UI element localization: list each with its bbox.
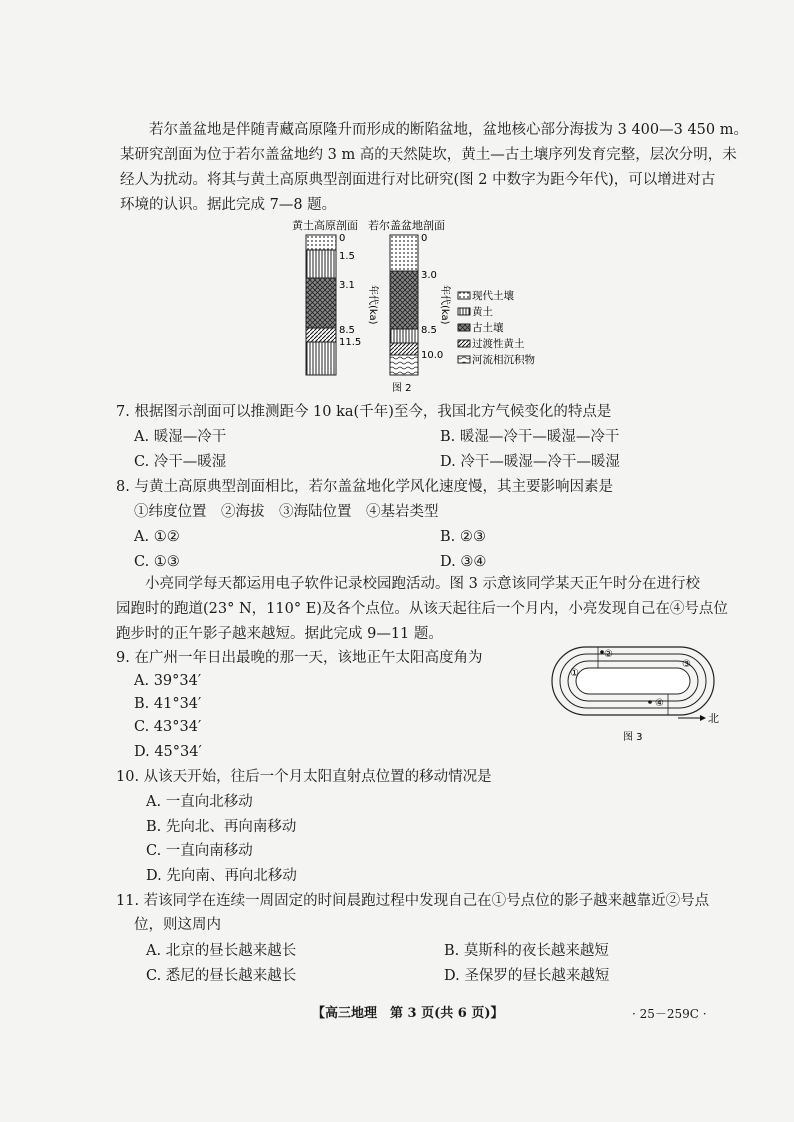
zoige-basin-column [390, 235, 418, 375]
marker-4: ④ [655, 698, 664, 709]
q10-option-c: C. 一直向南移动 [146, 843, 253, 859]
q10-stem: 10. 从该天开始，往后一个月太阳直射点位置的移动情况是 [116, 769, 492, 785]
intro-line-1: 若尔盖盆地是伴随青藏高原隆升而形成的断陷盆地，盆地核心部分海拔为 3 400—3 450 m。 [120, 122, 748, 138]
footer-page-info: 【高三地理 第 3 页(共 6 页)】 [312, 1006, 504, 1021]
q9-stem: 9. 在广州一年日出最晚的那一天，该地正午太阳高度角为 [116, 650, 483, 666]
intro-line-4: 环境的认识。据此完成 7—8 题。 [120, 197, 337, 213]
legend-label-1: 黄土 [472, 306, 493, 318]
right-tick-2: 8.5 [421, 325, 437, 336]
q7-option-d: D. 冷干—暖湿—冷干—暖湿 [440, 454, 620, 470]
legend-label-3: 过渡性黄土 [472, 338, 525, 350]
intro-line-2: 某研究剖面为位于若尔盖盆地约 3 m 高的天然陡坎，黄土—古土壤序列发育完整，层次分明，未 [120, 147, 737, 163]
figure-3 [540, 643, 730, 743]
q8-option-a: A. ①② [134, 529, 180, 545]
q7-option-c: C. 冷干—暖湿 [134, 454, 227, 470]
right-tick-1: 3.0 [421, 270, 437, 281]
left-tick-4: 11.5 [339, 337, 362, 348]
q9-option-b: B. 41°34′ [134, 696, 202, 712]
q11-option-b: B. 莫斯科的夜长越来越短 [444, 943, 609, 959]
marker-1: ① [570, 668, 579, 679]
fig2-caption: 图 2 [392, 383, 412, 394]
north-label: 北 [708, 712, 719, 725]
q10-option-a: A. 一直向北移动 [146, 794, 253, 810]
intro2-line-3: 跑步时的正午影子越来越短。据此完成 9—11 题。 [116, 626, 443, 642]
q11-option-a: A. 北京的昼长越来越长 [146, 943, 297, 959]
legend [458, 289, 535, 366]
left-tick-2: 3.1 [339, 280, 355, 291]
q8-option-d: D. ③④ [440, 554, 487, 570]
footer-code: · 25－259C · [632, 1007, 707, 1021]
q7-option-a: A. 暖湿—冷干 [134, 429, 227, 445]
intro-line-3: 经人为扰动。将其与黄土高原典型剖面进行对比研究(图 2 中数字为距今年代)，可以增进对古 [120, 172, 716, 188]
right-tick-3: 10.0 [421, 350, 444, 361]
left-tick-1: 1.5 [339, 251, 355, 262]
axis-label-right: 年代(ka) [439, 285, 450, 325]
fig2-title-left: 黄土高原剖面 [292, 219, 358, 232]
q11-option-c: C. 悉尼的昼长越来越长 [146, 968, 297, 984]
q8-option-c: C. ①③ [134, 554, 180, 570]
track-field [576, 668, 690, 694]
right-tick-0: 0 [421, 233, 428, 244]
intro2-line-2: 园跑时的跑道(23° N，110° E)及各个点位。从该天起往后一个月内，小亮发现自己在④号点位 [116, 601, 728, 617]
marker-3: ③ [682, 659, 691, 670]
q10-option-d: D. 先向南、再向北移动 [146, 868, 297, 884]
q9-option-c: C. 43°34′ [134, 719, 202, 735]
intro2-line-1: 小亮同学每天都运用电子软件记录校园跑活动。图 3 示意该同学某天正午时分在进行校 [116, 576, 700, 592]
left-ticks [339, 233, 361, 348]
q11-stem-line-1: 11. 若该同学在连续一周固定的时间晨跑过程中发现自己在①号点位的影子越来越靠近②号点 [116, 893, 710, 909]
q11-option-d: D. 圣保罗的昼长越来越短 [444, 968, 610, 984]
q8-stem: 8. 与黄土高原典型剖面相比，若尔盖盆地化学风化速度慢，其主要影响因素是 [116, 479, 613, 495]
fig2-title-right: 若尔盖盆地剖面 [368, 219, 445, 232]
left-tick-0: 0 [339, 233, 346, 244]
fig3-caption: 图 3 [623, 732, 643, 743]
axis-label-left: 年代(ka) [367, 285, 378, 325]
legend-label-4: 河流相沉积物 [472, 354, 535, 366]
north-arrow-head [700, 715, 706, 721]
q8-option-b: B. ②③ [440, 529, 486, 545]
q10-option-b: B. 先向北、再向南移动 [146, 819, 297, 835]
loess-plateau-column [306, 235, 336, 375]
q9-option-a: A. 39°34′ [134, 673, 202, 689]
legend-label-2: 古土壤 [472, 322, 504, 334]
legend-label-0: 现代土壤 [472, 290, 514, 302]
q8-factors: ①纬度位置 ②海拔 ③海陆位置 ④基岩类型 [134, 504, 439, 520]
figure-2 [270, 215, 570, 395]
left-tick-3: 8.5 [339, 325, 355, 336]
q11-stem-line-2: 位，则这周内 [134, 917, 221, 933]
marker-2: ② [604, 649, 613, 660]
q7-option-b: B. 暖湿—冷干—暖湿—冷干 [440, 429, 620, 445]
q7-stem: 7. 根据图示剖面可以推测距今 10 ka(千年)至今，我国北方气候变化的特点是 [116, 404, 612, 420]
q9-option-d: D. 45°34′ [134, 744, 202, 760]
